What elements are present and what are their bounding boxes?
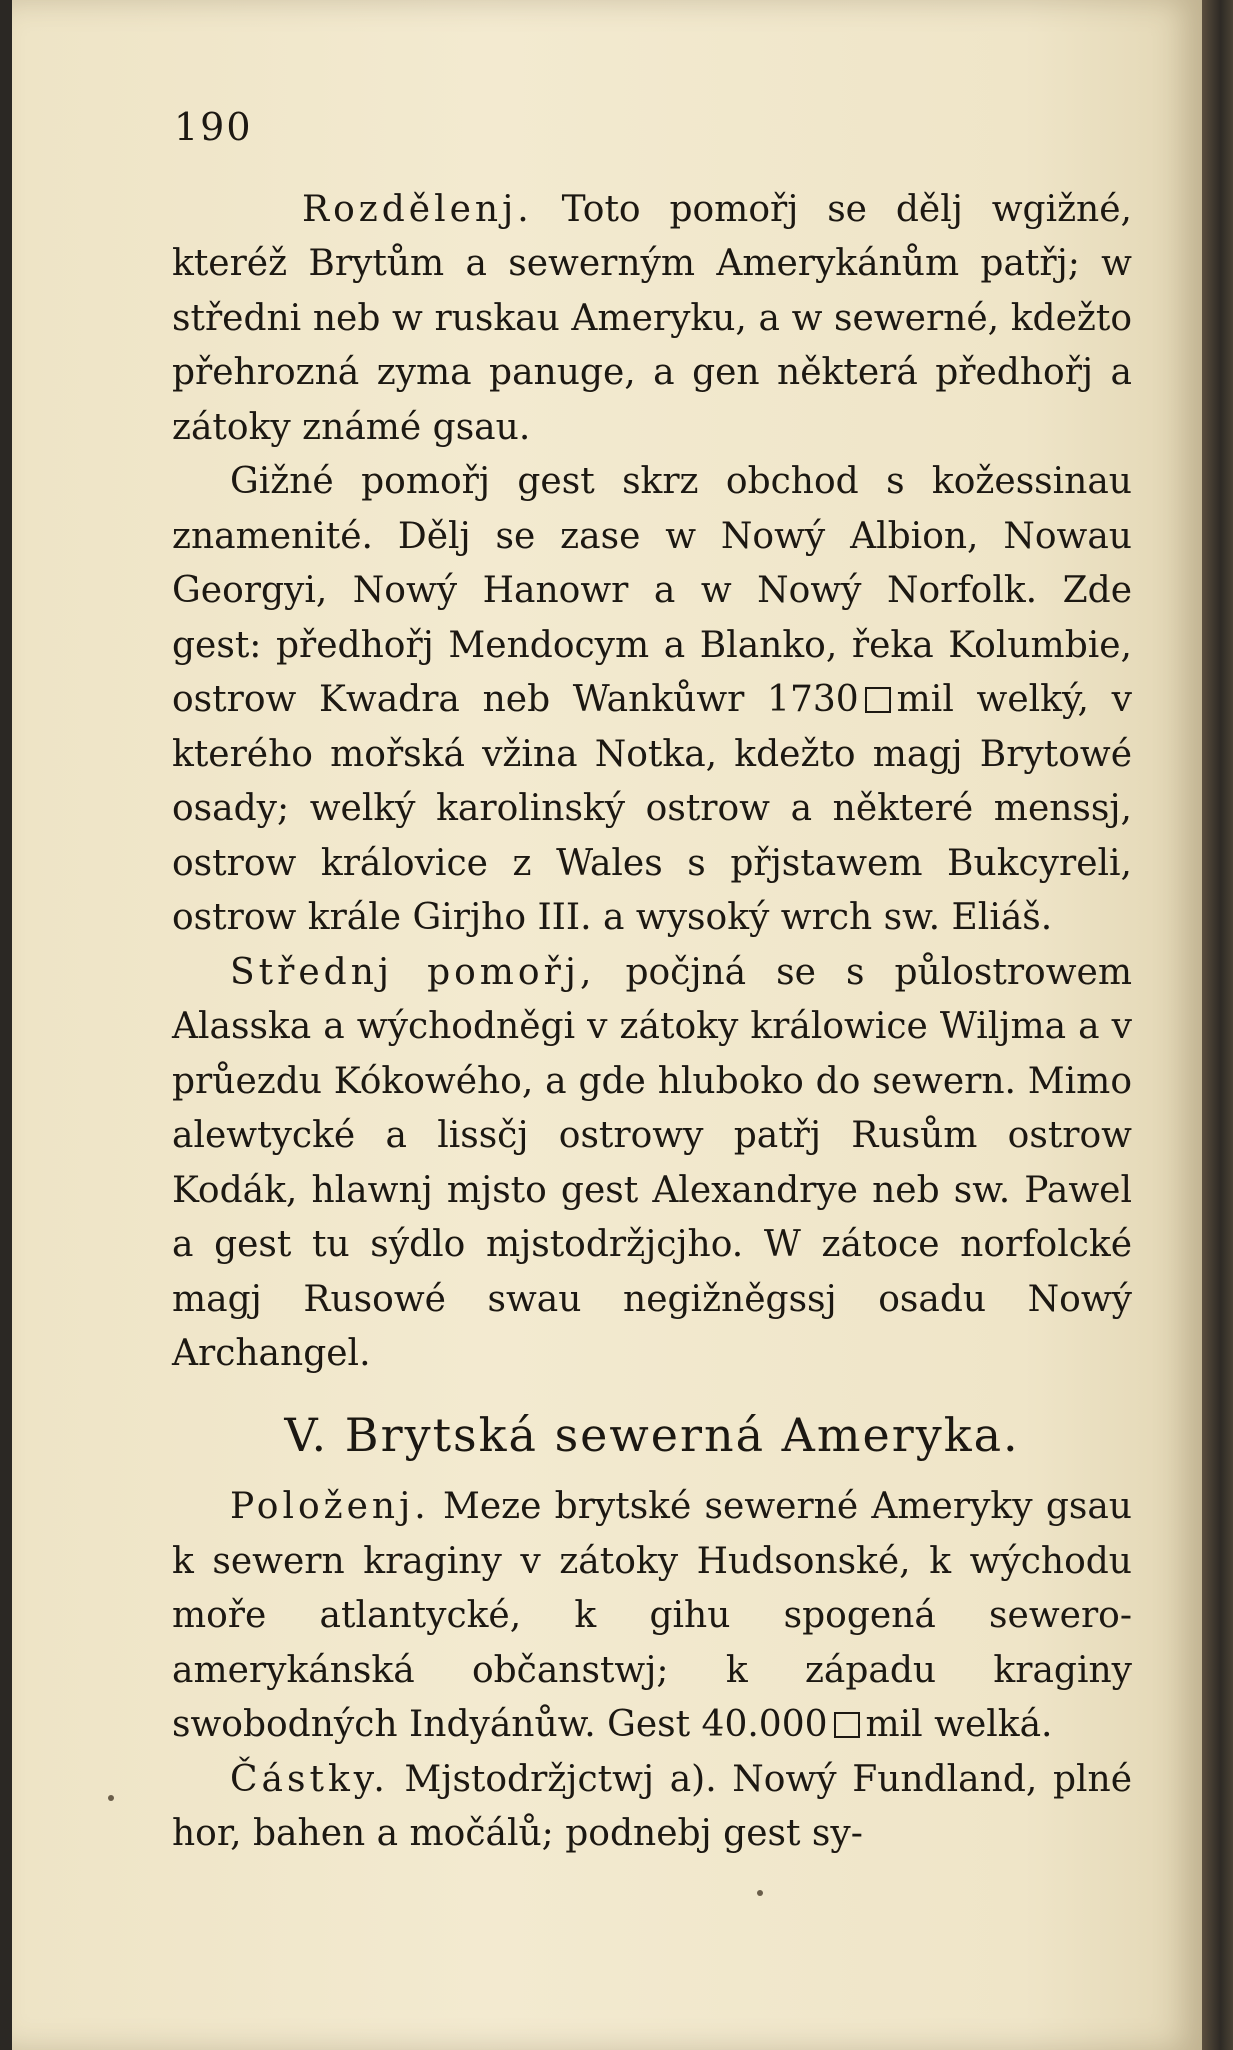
paragraph-text: Meze brytské sewerné Ameryky gsau k sewern kraginy v zátoky Hudsonské, k wýchodu moře atlantycké, k gihu spogená sewero-amerykánská občanstwj; k západu kraginy swobodných Indyánůw. Gest 40.000 <box>172 1486 1132 1745</box>
paragraph-position <box>172 1480 1132 1753</box>
paragraph-text: Gižné pomořj gest skrz obchod s kožessinau znamenité. Dělj se zase w Nowý Albion, Nowau Georgyi, Nowý Hanowr a w Nowý Norfolk. Zde gest: předhořj Mendocym a Blanko, řeka Kolumbie, ostrow Kwadra neb Wankůwr 1730 <box>172 461 1132 720</box>
section-heading: V. Brytská sewerná Ameryka. <box>284 1407 1020 1462</box>
paragraph-division <box>172 183 1132 456</box>
paragraph-lead: Rozdělenj. <box>302 188 533 230</box>
square-mile-symbol <box>834 1712 860 1738</box>
book-page <box>12 0 1202 2050</box>
paragraph-lead: Položenj. <box>230 1486 430 1527</box>
paragraph-parts <box>172 1753 1132 1862</box>
paragraph-tail: mil welká. <box>865 1704 1053 1745</box>
square-mile-symbol <box>865 687 891 713</box>
book-gutter <box>1202 0 1233 2050</box>
page-text-block <box>172 100 1132 1862</box>
paragraph-tail: mil welký, v kterého mořská vžina Notka, kdežto magj Brytowé osady; welký karolinský ostrow a některé menssj, ostrow královice z Wales s přjstawem Bukcyreli, ostrow krále Girjho III. a wysoký wrch sw. Eliáš. <box>172 679 1133 938</box>
paragraph-text: Toto pomořj se dělj wgižné, kteréž Brytům a sewerným Amerykánům patřj; w středni neb w ruskau Ameryku, a w sewerné, kdežto přehrozná zyma panuge, a gen některá předhořj a zátoky známé gsau. <box>172 188 1132 448</box>
paragraph-lead: Částky. <box>230 1758 389 1800</box>
paragraph-text: počjná se s půlostrowem Alasska a wýchodněgi v zátoky králowice Wiljma a v průezdu Kókowého, a gde hluboko do sewern. Mimo alewtycké a lissčj ostrowy patřj Rusům ostrow Kodák, hlawnj mjsto gest Alexandrye neb sw. Pawel a gest tu sýdlo mjstodržjcjho. W zátoce norfolcké magj Rusowé swau negižněgssj osadu Nowý Archangel. <box>172 951 1132 1374</box>
ink-speck <box>108 1795 114 1801</box>
ink-speck <box>757 1890 763 1896</box>
page-number: 190 <box>174 105 253 149</box>
paragraph-text: Mjstodržjctwj a). Nowý Fundland, plné hor, bahen a močálů; podnebj gest sy- <box>172 1758 1132 1854</box>
paragraph-middle-coast <box>172 946 1132 1382</box>
paragraph-southern-coast <box>172 455 1132 946</box>
paragraph-lead: Střednj pomořj, <box>230 951 596 993</box>
